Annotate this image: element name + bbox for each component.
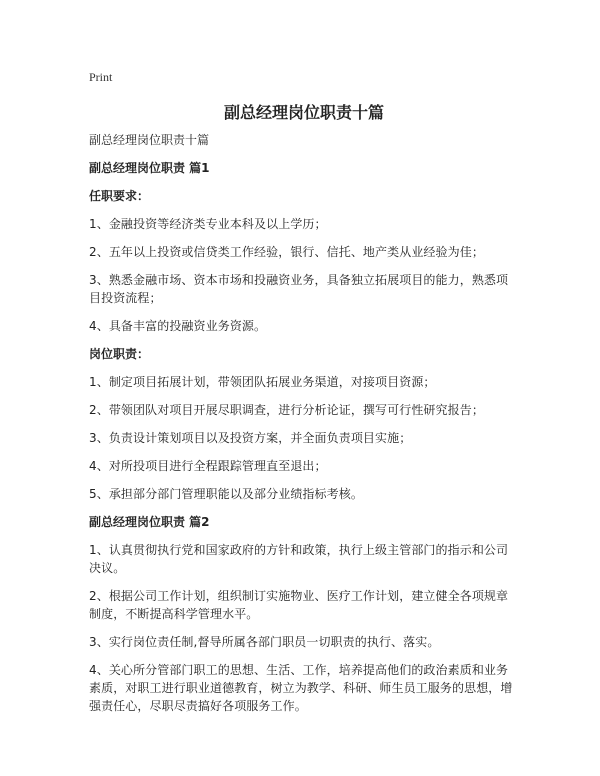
duty-item: 2、带领团队对项目开展尽职调查，进行分析论证，撰写可行性研究报告；	[89, 403, 484, 417]
section-1-title: 副总经理岗位职责 篇1	[89, 161, 210, 175]
duty-item: 3、负责设计策划项目以及投资方案，并全面负责项目实施；	[89, 431, 412, 445]
duties-heading: 岗位职责：	[89, 347, 150, 361]
document-subtitle: 副总经理岗位职责十篇	[89, 133, 210, 147]
requirement-item: 2、五年以上投资或信贷类工作经验，银行、信托、地产类从业经验为佳；	[89, 245, 484, 259]
section-2-item: 1、认真贯彻执行党和国家政府的方针和政策，执行上级主管部门的指示和公司决议。	[89, 543, 509, 575]
section-2-item: 3、实行岗位责任制,督导所属各部门职员一切职责的执行、落实。	[89, 635, 440, 649]
requirement-item: 3、熟悉金融市场、资本市场和投融资业务，具备独立拓展项目的能力，熟悉项目投资流程；	[89, 273, 509, 305]
document-title: 副总经理岗位职责十篇	[223, 103, 384, 122]
duty-item: 4、对所投项目进行全程跟踪管理直至退出；	[89, 459, 327, 473]
requirements-heading: 任职要求：	[89, 189, 150, 203]
print-link[interactable]: Print	[89, 70, 113, 84]
document-body	[89, 131, 519, 725]
section-2-item: 2、根据公司工作计划，组织制订实施物业、医疗工作计划，建立健全各项规章制度，不断提高科学管理水平。	[89, 589, 509, 621]
section-2-item: 4、关心所分管部门职工的思想、生活、工作，培养提高他们的政治素质和业务素质，对职工进行职业道德教育，树立为教学、科研、师生员工服务的思想，增强责任心，尽职尽责搞好各项服务工作。	[89, 663, 513, 713]
requirement-item: 4、具备丰富的投融资业务资源。	[89, 319, 267, 333]
duty-item: 1、制定项目拓展计划，带领团队拓展业务渠道，对接项目资源；	[89, 375, 436, 389]
section-2-title: 副总经理岗位职责 篇2	[89, 515, 210, 529]
duty-item: 5、承担部分部门管理职能以及部分业绩指标考核。	[89, 487, 363, 501]
requirement-item: 1、金融投资等经济类专业本科及以上学历；	[89, 217, 327, 231]
